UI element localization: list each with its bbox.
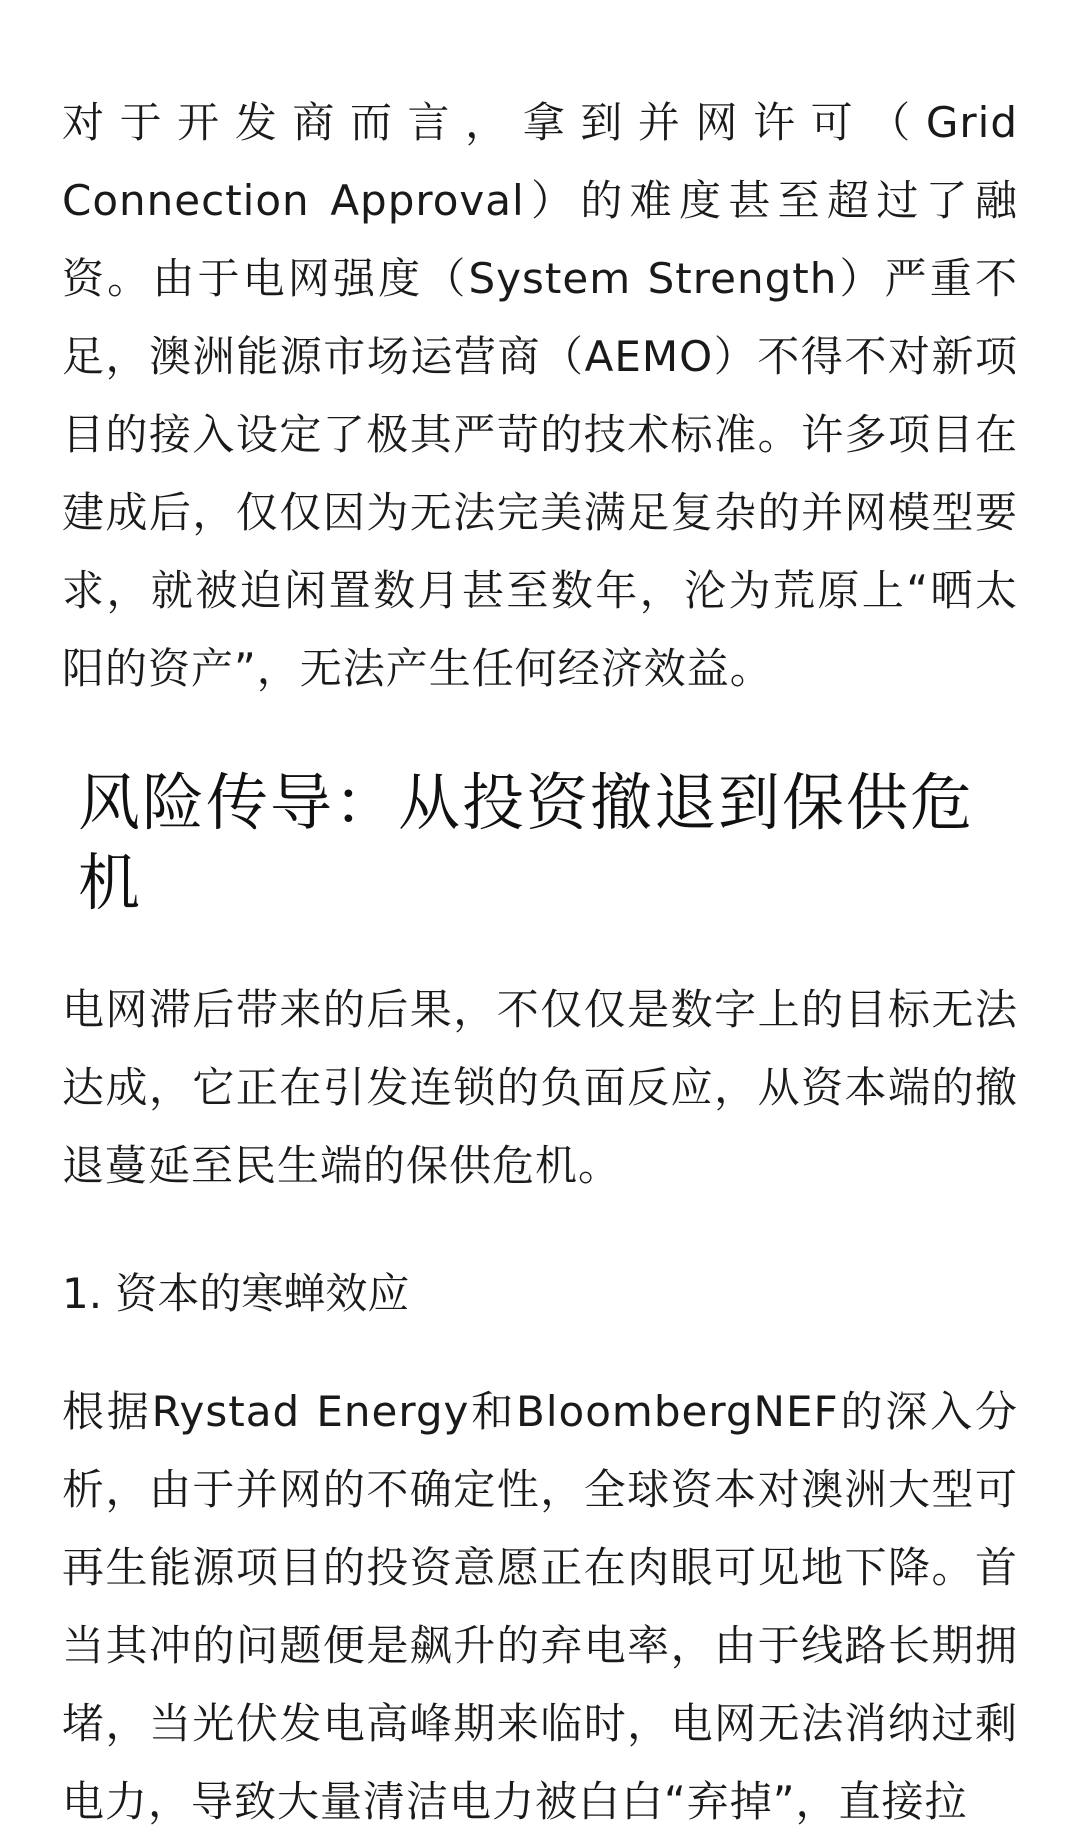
subheading-capital-chilling-effect: 1. 资本的寒蝉效应 [62, 1269, 410, 1318]
article-body [62, 84, 1018, 1841]
paragraph-grid-approval: 对于开发商而言，拿到并网许可（Grid Connection Approval）的难度甚至超过了融资。由于电网强度（System Strength）严重不足，澳洲能源市场运营商（AEMO）不得不对新项目的接入设定了极其严苛的技术标准。许多项目在建成后，仅仅因为无法完美满足复杂的并网模型要求，就被迫闲置数月甚至数年，沦为荒原上“晒太阳的资产”，无法产生任何经济效益。 [62, 98, 1018, 693]
paragraph-investment-analysis: 根据Rystad Energy和BloombergNEF的深入分析，由于并网的不确定性，全球资本对澳洲大型可再生能源项目的投资意愿正在肉眼可见地下降。首当其冲的问题便是飙升的弃电率，由于线路长期拥堵，当光伏发电高峰期来临时，电网无法消纳过剩电力，导致大量清洁电力被白白“弃掉”，直接拉 [62, 1387, 1018, 1826]
section-heading: 风险传导：从投资撤退到保供危机 [78, 766, 975, 919]
paragraph-consequences: 电网滞后带来的后果，不仅仅是数字上的目标无法达成，它正在引发连锁的负面反应，从资本端的撤退蔓延至民生端的保供危机。 [62, 985, 1018, 1190]
